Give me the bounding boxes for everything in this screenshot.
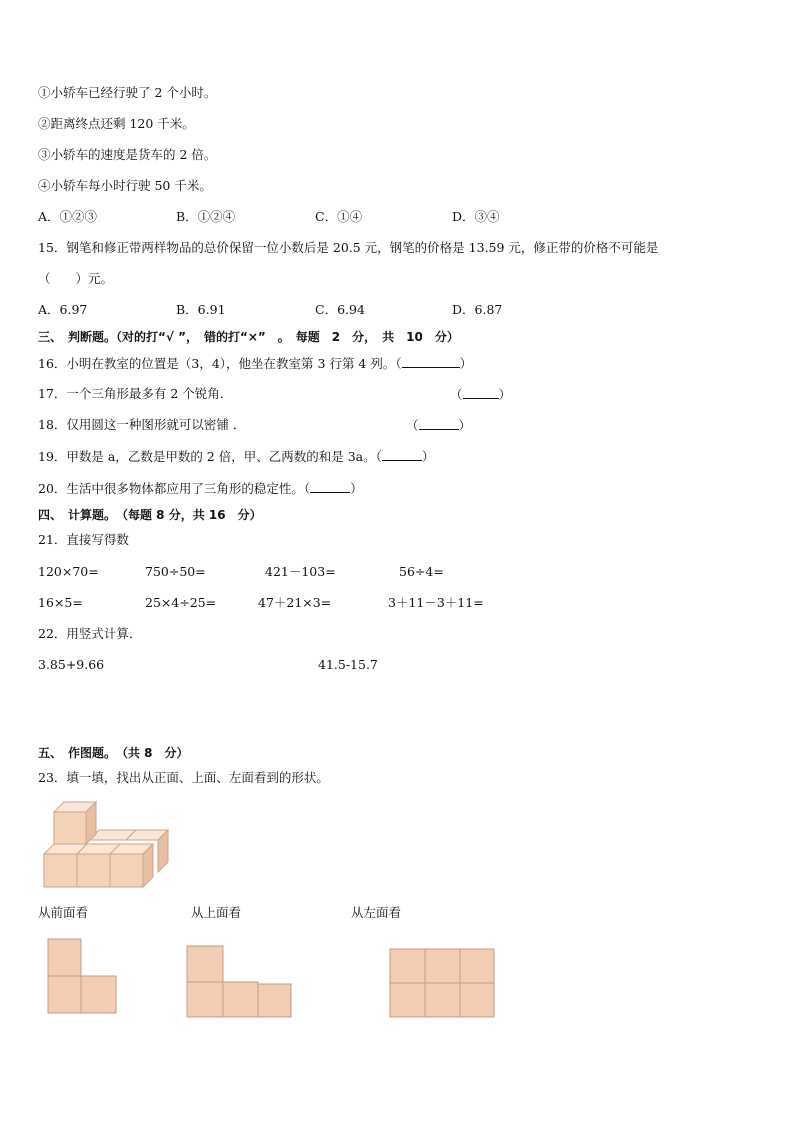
q20-answer-blank[interactable]	[310, 480, 350, 493]
view-square	[425, 983, 460, 1017]
section-5-title: 五、 作图题。 （共 8 分）	[38, 746, 189, 760]
q14-option-3: ③小轿车的速度是货车的 2 倍。	[38, 147, 217, 162]
front-view-diagram	[47, 938, 119, 1016]
q19-text: 19．甲数是 a，乙数是甲数的 2 倍，甲、乙两数的和是 3a。（	[38, 449, 382, 464]
cube-front-face	[54, 812, 86, 844]
view-square	[81, 976, 116, 1013]
section-4-title: 四、 计算题。 （每题 8 分，共 16 分）	[38, 508, 262, 522]
q15-choice-c[interactable]: C．6.94	[315, 302, 365, 317]
q14-choice-d[interactable]: D．③④	[452, 209, 500, 224]
q18-answer-blank[interactable]	[419, 417, 459, 430]
q17-paren	[450, 386, 511, 403]
view-square	[460, 949, 494, 983]
view-square	[48, 939, 81, 976]
q14-choice-a[interactable]: A．①②③	[38, 209, 98, 224]
q22-item-2: 41.5-15.7	[318, 657, 378, 672]
cube-stack-figure	[40, 800, 175, 892]
q17-close: ）	[498, 387, 512, 402]
q21-r2-c4: 3＋11－3＋11=	[388, 595, 484, 610]
q16-text: 16．小明在教室的位置是（3，4），他坐在教室第 3 行第 4 列。（	[38, 356, 402, 371]
q14-option-1: ①小轿车已经行驶了 2 个小时。	[38, 85, 217, 100]
view-square	[187, 982, 223, 1017]
cube-front-face	[110, 854, 143, 887]
cube-front-face	[77, 854, 110, 887]
q21-r2-c3: 47＋21×3=	[258, 595, 332, 610]
q21-r2-c2: 25×4÷25=	[145, 595, 217, 610]
q21-r1-c3: 421－103=	[265, 564, 336, 579]
q15-choice-d[interactable]: D．6.87	[452, 302, 503, 317]
q23-title: 23．填一填，找出从正面、上面、左面看到的形状。	[38, 770, 329, 785]
q14-choice-b[interactable]: B．①②④	[176, 209, 236, 224]
q22-title: 22．用竖式计算．	[38, 626, 142, 641]
cube-front-face	[44, 854, 77, 887]
left-view-diagram	[389, 948, 497, 1020]
q15-choice-b[interactable]: B．6.91	[176, 302, 226, 317]
q14-option-4: ④小轿车每小时行驶 50 千米。	[38, 178, 212, 193]
q21-r1-c2: 750÷50=	[145, 564, 206, 579]
section-3-title: 三、 判断题。（对的打“√ ”， 错的打“×” 。 每题 2 分， 共 10 分）	[38, 330, 459, 344]
q16-answer-blank[interactable]	[402, 355, 460, 368]
q20-line	[38, 480, 363, 497]
q15-choice-a[interactable]: A．6.97	[38, 302, 88, 317]
q21-r1-c4: 56÷4=	[399, 564, 444, 579]
q18-paren	[406, 417, 471, 434]
view-square	[48, 976, 81, 1013]
q20-close: ）	[350, 481, 363, 496]
left-view-label: 从左面看	[351, 905, 402, 920]
top-view-label: 从上面看	[191, 905, 242, 920]
q17-answer-blank[interactable]	[463, 386, 499, 399]
q17-text: 17．一个三角形最多有 2 个锐角．	[38, 386, 233, 401]
q18-open: （	[406, 418, 419, 433]
q18-close: ）	[458, 418, 472, 433]
q21-title: 21．直接写得数	[38, 532, 129, 547]
q18-text: 18．仅用圆这一种图形就可以密铺 ．	[38, 417, 246, 432]
q22-item-1: 3.85+9.66	[38, 657, 105, 672]
view-square	[425, 949, 460, 983]
view-square	[390, 983, 425, 1017]
q19-answer-blank[interactable]	[382, 448, 422, 461]
q19-close: ）	[421, 449, 435, 464]
q15-text: 15．钢笔和修正带两样物品的总价保留一位小数后是 20.5 元，钢笔的价格是 13.59 元，修正带的价格不可能是	[38, 240, 659, 255]
q15-text-2: （ ）元。	[38, 271, 114, 286]
q21-r1-c1: 120×70=	[38, 564, 99, 579]
q14-option-2: ②距离终点还剩 120 千米。	[38, 116, 195, 131]
top-view-diagram	[186, 945, 294, 1020]
view-square	[223, 982, 258, 1017]
q19-line	[38, 448, 434, 465]
q21-r2-c1: 16×5=	[38, 595, 83, 610]
q16-close: ）	[459, 356, 473, 371]
q16-line	[38, 355, 472, 372]
view-square	[460, 983, 494, 1017]
front-view-label: 从前面看	[38, 905, 89, 920]
view-square	[390, 949, 425, 983]
q20-text: 20．生活中很多物体都应用了三角形的稳定性。（	[38, 481, 311, 496]
view-square	[187, 946, 223, 982]
view-square	[258, 984, 291, 1017]
q14-choice-c[interactable]: C．①④	[315, 209, 363, 224]
q17-open: （	[450, 387, 463, 402]
